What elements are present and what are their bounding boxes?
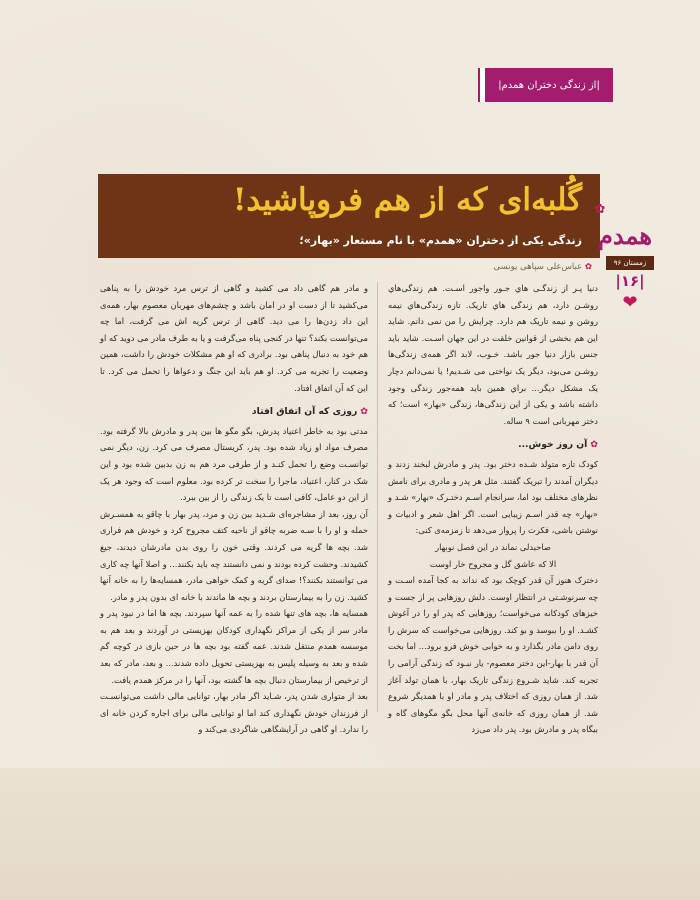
flower-bullet-icon: ✿ bbox=[360, 406, 368, 418]
poem-line: الا که عاشق گل و مجروح خار اوست bbox=[429, 558, 557, 569]
paragraph: و مادر هم گاهی داد می کشید و گاهی از ترس مرد خودش را به پناهی می‌کشید تا از دست او در امان باشد و چشم‌های مهربان معصوم بهار، همه‌ی این داد زدن‌ها را می دید. گاهی از ترس گریه اش می گرفت، اما چه می‌توانست بکند؟ تنها در کنجی پناه می‌گرفت و یا به طرف مادر می دوید که او هم خود به دنبال پناهی بود. برادری که او هم مشکلات خودش را داشت، همین وضعیت را تجربه می کرد. او هم باید این جنگ و دعواها را تحمل می کرد. تا این که آن اتفاق افتاد. bbox=[100, 283, 368, 393]
page-number: |۱۶| bbox=[615, 272, 645, 290]
column-divider bbox=[377, 282, 378, 712]
paragraph: آن روز، بعد از مشاجره‌ای شـدید بین زن و مرد، پدر بهار با چاقو به همسـرش حمله و او را با سـه ضربه چاقو از ناحیه کتف مجروح کرد و خودش هم فراری شد. بچه ها گریه می کردند. وقتی خون را روی بدن مادرشان دیدند، جیغ کشیدند. وحشت کرده بودند و نمی دانستند چه باید بکنند... و اصلا آنها چه کاری می توانستند بکنند؟! صدای گریه و کمک خواهی مادر، همسایه‌ها را به خانه آنها کشید. زن را به بیمارستان بردند و بچه ها ماندند با خانه ای بدون پدر و مادر. bbox=[100, 508, 368, 602]
flower-bullet-icon: ✿ bbox=[590, 439, 598, 451]
issue-season: زمستان ۹۶ bbox=[606, 256, 654, 270]
flower-bullet-icon: ✿ bbox=[582, 262, 592, 272]
bottom-band bbox=[0, 768, 700, 900]
paragraph: همسایه ها، بچه های تنها شده را به عمه آنها سپردند. بچه ها اما در نبود پدر و مادر سر از یکی از مراکز نگهداری کودکان بهزیستی در آوردند و بعد هم به موسسه همدم منتقل شدند. عمه گفته بود بچه ها در حین بازی در کوچه گم شده و بعد به وسیله پلیس به بهزیستی تحویل داده شدند... و بعد، مادر که بعد از ترخیص از بیمارستان دنبال بچه ها گشته بود، آنها را در مرکز همدم یافت. bbox=[100, 608, 368, 685]
heading-text: روزی که آن اتفاق افتاد bbox=[251, 406, 358, 418]
section-heading bbox=[388, 437, 598, 454]
title-banner bbox=[98, 174, 600, 258]
right-column bbox=[388, 280, 598, 738]
article-subtitle: زندگی یکی از دختران «همدم» با نام مستعار «بهار»؛ bbox=[299, 234, 582, 247]
paragraph: مدتی بود به خاطر اعتیاد پدرش، بگو مگو ها بین پدر و مادرش بالا گرفته بود. مصرف مواد او زیاد شده بود. پدر، کریستال مصرف می کرد. زن، دیگر نمی توانسـت وضع را تحمل کنـد و از طرفی مرد هم به زن بدبین شده بود و این شک در کنار، اعتیاد، ماجرا را سخت تر کرده بود. معلوم است که وجود هر یک از این دو عامل، کافی است تا یک زندگی را از بین ببرد. bbox=[100, 425, 368, 503]
left-column bbox=[100, 280, 368, 738]
paragraph: دخترک هنوز آن قدر کوچک بود که نداند به کجا آمده اسـت و چه سرنوشـتی در انتظار اوست. دلش روزهايی پر از جست و خيزهای کودکانه می‌خواست؛ روزهايی که پدر او را در آغوش کشـد. او را ببوسد و بو کند. روزهايی می‌خواست که سرش را روی دامن مادر بگذارد و به خوابی خوش فرو برود... اما بخت آن قدر با بهار-اين دختر معصوم- يار نبـود که زندگی آرامی را تجربه کند. شايد شـروع زندگی تاريک بهار، با همان تولد آغاز شد. از همان روزی که اختلاف پدر و مادر او با همديگر شروع شد. از همان روزی که خانه‌ی آنها محل بگو مگوهای گاه و بيگاه پدر و مادرش بود. پدر داد می‌زد bbox=[388, 575, 598, 735]
author-line bbox=[272, 262, 592, 272]
poem-line: صاحبدلی نماند در اين فصل نوبهار bbox=[435, 541, 551, 552]
paragraph: دنیا پـر از زندگـی هاي جـور واجور اسـت. هم زندگی‌هاي روشـن دارد، هم زندگی هاي تاريک. تازه زندگی‌هاي نیمه روشن و نیمه تاريک هم دارد. چرايش را من نمی دانم. شايد اين هم بخشی از قوانین خلقت در اين جهان اسـت. شايد بايد جنس بازار دنیا جور باشد. خـوب، لابد اگر همه‌ی زندگی‌ها روشـن می‌بود، ديگر يک نواختی می شـد‌يم! يا نمی‌دانم دچار يک مشکل ديگر... براي همين بايد همه‌جور زندگی وجود داشته باشد و يکی از اين زندگی‌ها، زندگی «بهار» است؛ که دختر مهربانی است ۹ ساله. bbox=[388, 283, 598, 426]
magazine-logo: همدم bbox=[598, 221, 652, 250]
paragraph: بعد از متواری شدن پدر، شـاید اگر مادر بهار، توانایی مالی داشت می‌توانسـت از فرزندان خودش نگهداری کند اما او توانایی مالی برای اجاره کردن خانه ای را ندارد. او گاهی در آرایشگاهی شاگردی می‌کند و bbox=[100, 691, 368, 735]
section-tag: |از زندگی دختران همدم| bbox=[485, 68, 613, 102]
paragraph: کودک تازه متولد شـده دختر بود. پدر و مادرش لبخند زدند و ديگران آمدند را تبريک گفتند. مثل هر پدر و مادری برای نامش نظرهای مختلف بود اما، سرانجام اسـم دختـرک «بهار» شـد و «بهار» چه قدر اسـم زيبايی است. اگر اهل شعر و ادبيات و نوشتن باشی، فکرت را پرواز می‌دهد تا زمزمه‌ی کنی: bbox=[388, 458, 598, 536]
author-name: عباس‌علی سپاهی یونسی bbox=[493, 262, 583, 272]
heart-icon: ❤ bbox=[622, 292, 638, 313]
flower-bullet-icon: ✿ bbox=[594, 202, 606, 217]
section-heading bbox=[100, 404, 368, 421]
heading-text: آن روز خوش... bbox=[518, 439, 588, 451]
section-tag-bar bbox=[478, 68, 485, 102]
article-title: گُلبه‌ای که از هم فروپاشید! bbox=[232, 182, 582, 218]
